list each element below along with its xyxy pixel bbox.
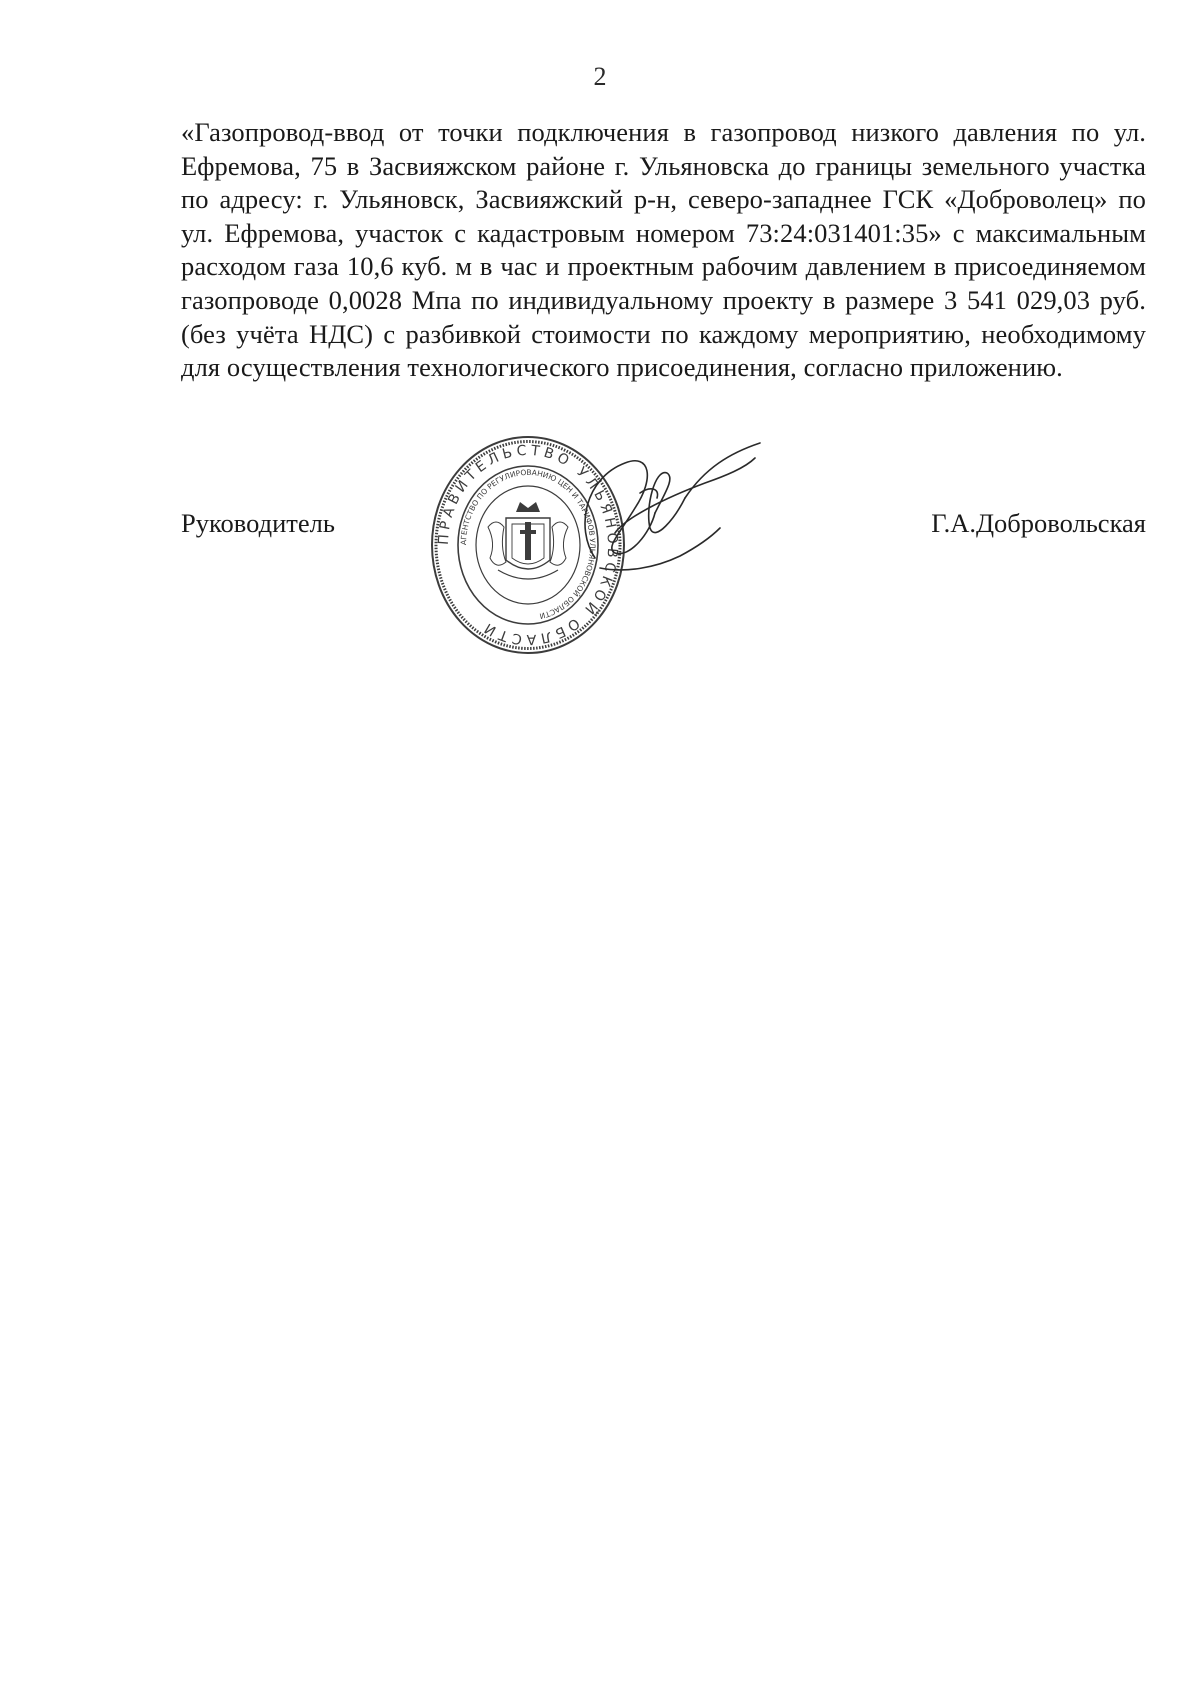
seal-inner-text: АГЕНТСТВО ПО РЕГУЛИРОВАНИЮ ЦЕН И ТАРИФОВ УЛЬЯНОВСКОЙ ОБЛАСТИ <box>458 467 598 621</box>
page-number: 2 <box>593 62 607 91</box>
document-paragraph: «Газопровод-ввод от точки подключения в газопровод низкого давления по ул. Ефремова, 75 в Засвияжском районе г. Ульяновска до границы земельного участка по адресу: г. Ульяновск, Засвияжский р-н, северо-западнее ГСК «Доброволец» по ул. Ефремова, участок с кадастровым номером 73:24:031401:35» с максимальным расходом газа 10,6 куб. м в час и проектным рабочим давлением в присоединяемом газопроводе 0,0028 Мпа по индивидуальному проекту в размере 3 541 029,03 руб. (без учёта НДС) с разбивкой стоимости по каждому мероприятию, необходимому для осуществления технологического присоединения, согласно приложению. <box>181 117 1146 383</box>
seal-outer-text: ПРАВИТЕЛЬСТВО УЛЬЯНОВСКОЙ ОБЛАСТИ <box>435 442 621 648</box>
handwritten-signature <box>555 438 765 588</box>
signatory-role: Руководитель <box>181 508 335 538</box>
signatory-name: Г.А.Добровольская <box>931 508 1146 538</box>
